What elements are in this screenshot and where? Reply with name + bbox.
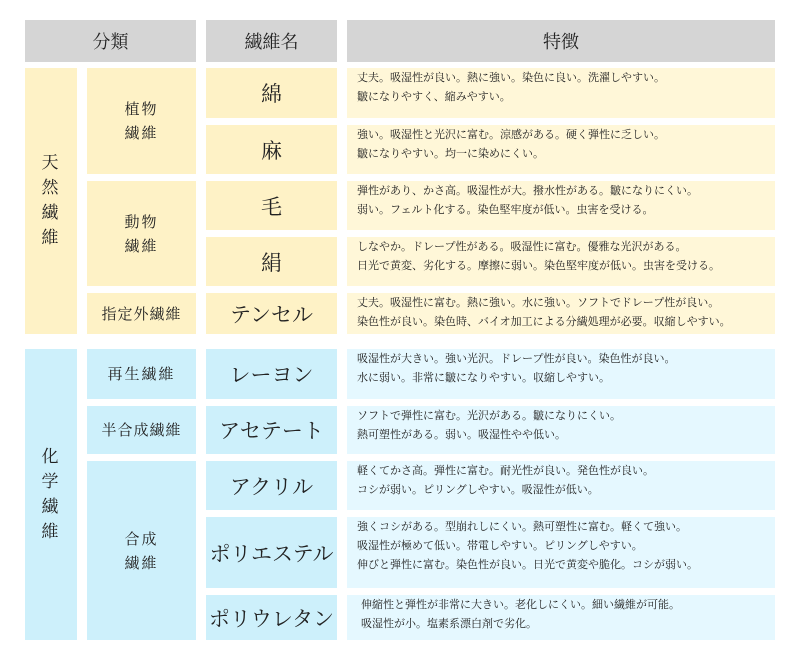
animal-fiber-label [87, 181, 196, 286]
fiber-name-cotton: 綿 [206, 68, 337, 118]
chemical-label-char: 学 [41, 471, 61, 492]
designated-fiber-label: 指定外繊維 [87, 293, 196, 334]
fiber-desc-linen [347, 125, 775, 174]
desc-line: 皺になりやすい。均一に染めにくい。 [357, 147, 544, 160]
animal-label-line: 繊維 [124, 236, 159, 255]
desc-line: 日光で黄変、劣化する。摩擦に弱い。染色堅牢度が低い。虫害を受ける。 [357, 259, 720, 272]
desc-line: 伸縮性と弾性が非常に大きい。老化しにくい。細い繊維が可能。 [361, 598, 680, 611]
synthetic-label-line: 繊維 [124, 553, 159, 572]
plant-fiber-label [87, 68, 196, 174]
fiber-name-wool: 毛 [206, 181, 337, 230]
animal-label-line: 動物 [124, 212, 159, 231]
fiber-desc-polyester [347, 517, 775, 588]
semi-synthetic-fiber-label: 半合成繊維 [87, 406, 196, 454]
desc-line: 吸湿性が小。塩素系漂白剤で劣化。 [361, 617, 537, 630]
header-category: 分類 [25, 20, 196, 62]
chemical-label-char: 化 [41, 446, 61, 467]
desc-line: 染色性が良い。染色時、バイオ加工による分繊処理が必要。収縮しやすい。 [357, 315, 731, 328]
desc-line: 吸湿性が大きい。強い光沢。ドレープ性が良い。染色性が良い。 [357, 352, 676, 365]
fiber-desc-polyurethane [347, 595, 775, 640]
synthetic-label-line: 合成 [124, 529, 159, 548]
desc-line: 強くコシがある。型崩れしにくい。熱可塑性に富む。軽くて強い。 [357, 520, 687, 533]
fiber-name-polyurethane: ポリウレタン [206, 595, 337, 640]
desc-line: 伸びと弾性に富む。染色性が良い。日光で黄変や脆化。コシが弱い。 [357, 558, 698, 571]
fiber-name-acetate: アセテート [206, 406, 337, 454]
desc-line: しなやか。ドレープ性がある。吸湿性に富む。優雅な光沢がある。 [357, 240, 687, 253]
natural-label-char: 天 [41, 153, 61, 173]
fiber-desc-silk [347, 237, 775, 286]
fiber-desc-acrylic [347, 461, 775, 510]
chemical-label-char: 繊 [41, 496, 61, 517]
regenerated-fiber-label: 再生繊維 [87, 349, 196, 399]
plant-label-line: 繊維 [124, 124, 159, 142]
fiber-name-acrylic: アクリル [206, 461, 337, 510]
natural-label-char: 然 [41, 178, 61, 198]
chemical-label-char: 維 [41, 521, 61, 542]
fiber-desc-tencel [347, 293, 775, 334]
desc-line: 丈夫。吸湿性に富む。熱に強い。水に強い。ソフトでドレープ性が良い。 [357, 296, 720, 309]
fiber-name-silk: 絹 [206, 237, 337, 286]
fiber-name-tencel: テンセル [206, 293, 337, 334]
natural-fiber-label [25, 68, 77, 334]
fiber-desc-cotton [347, 68, 775, 118]
desc-line: 軽くてかさ高。弾性に富む。耐光性が良い。発色性が良い。 [357, 464, 654, 477]
desc-line: 吸湿性が極めて低い。帯電しやすい。ピリングしやすい。 [357, 539, 643, 552]
desc-line: コシが弱い。ピリングしやすい。吸湿性が低い。 [357, 483, 599, 496]
fiber-desc-acetate [347, 406, 775, 454]
desc-line: 水に弱い。非常に皺になりやすい。収縮しやすい。 [357, 371, 610, 384]
fiber-desc-wool [347, 181, 775, 230]
natural-label-char: 繊 [41, 203, 61, 223]
synthetic-fiber-label [87, 461, 196, 640]
desc-line: 熱可塑性がある。弱い。吸湿性やや低い。 [357, 428, 566, 441]
desc-line: 皺になりやすく、縮みやすい。 [357, 90, 511, 103]
desc-line: 弾性があり、かさ高。吸湿性が大。撥水性がある。皺になりにくい。 [357, 184, 698, 197]
fiber-desc-rayon [347, 349, 775, 399]
desc-line: 強い。吸湿性と光沢に富む。涼感がある。硬く弾性に乏しい。 [357, 128, 665, 141]
fiber-name-rayon: レーヨン [206, 349, 337, 399]
desc-line: ソフトで弾性に富む。光沢がある。皺になりにくい。 [357, 409, 621, 422]
header-features: 特徴 [347, 20, 775, 62]
fiber-name-polyester: ポリエステル [206, 517, 337, 588]
natural-label-char: 維 [41, 228, 61, 248]
chemical-fiber-label [25, 349, 77, 640]
desc-line: 丈夫。吸湿性が良い。熱に強い。染色に良い。洗濯しやすい。 [357, 71, 665, 84]
header-fiber-name: 繊維名 [206, 20, 337, 62]
desc-line: 弱い。フェルト化する。染色堅牢度が低い。虫害を受ける。 [357, 203, 654, 216]
plant-label-line: 植物 [124, 100, 159, 118]
fiber-name-linen: 麻 [206, 125, 337, 174]
